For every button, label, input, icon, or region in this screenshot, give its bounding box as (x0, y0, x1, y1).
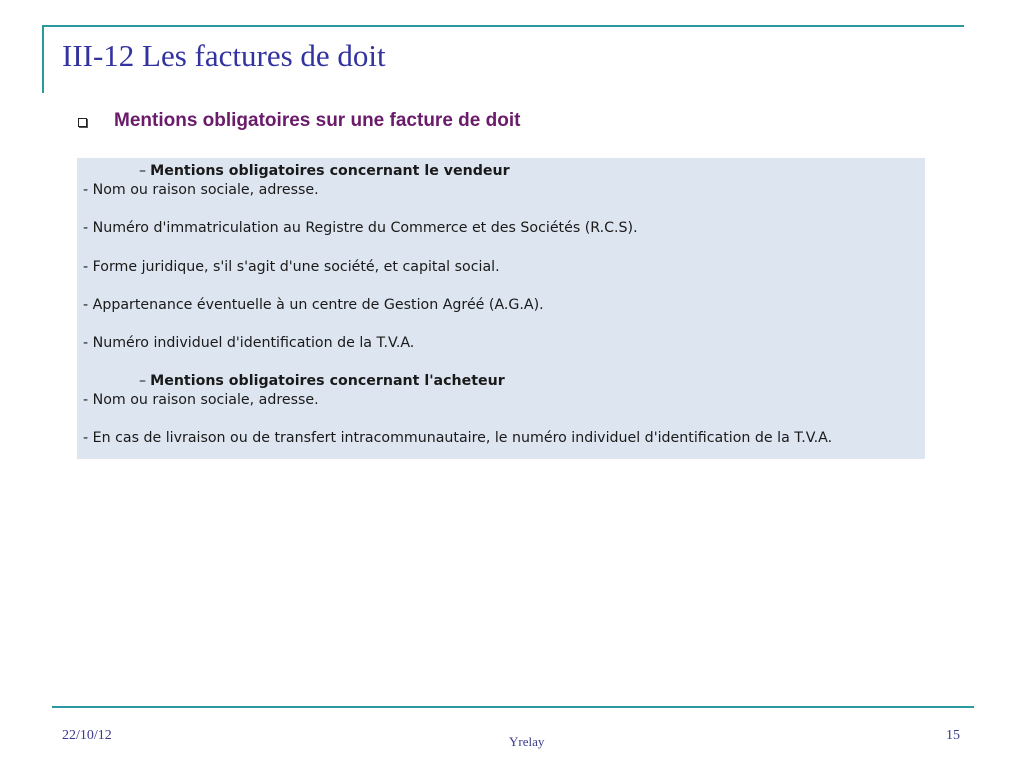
seller-item-aga: - Appartenance éventuelle à un centre de Gestion Agréé (A.G.A). (83, 297, 544, 313)
seller-heading-dash: – (139, 163, 147, 179)
title-frame-vertical (42, 25, 44, 93)
buyer-heading-dash: – (139, 373, 147, 389)
footer-date: 22/10/12 (62, 728, 112, 743)
title-frame-horizontal (42, 25, 964, 27)
seller-item-rcs: - Numéro d'immatriculation au Registre du Commerce et des Sociétés (R.C.S). (83, 220, 638, 236)
seller-item-legal-form: - Forme juridique, s'il s'agit d'une société, et capital social. (83, 259, 500, 275)
buyer-heading (139, 373, 505, 389)
bullet-text: Mentions obligatoires sur une facture de doit (114, 110, 521, 131)
footer-author: Yrelay (509, 734, 545, 749)
seller-item-name: - Nom ou raison sociale, adresse. (83, 182, 319, 198)
mentions-box (77, 158, 925, 459)
slide-title: III-12 Les factures de doit (62, 38, 386, 73)
buyer-item-tva: - En cas de livraison ou de transfert intracommunautaire, le numéro individuel d'identification de la T.V.A. (83, 430, 833, 446)
footer-page-number: 15 (946, 728, 960, 743)
bullet-row (78, 110, 520, 132)
buyer-item-name: - Nom ou raison sociale, adresse. (83, 392, 319, 408)
seller-item-tva: - Numéro individuel d'identification de la T.V.A. (83, 335, 415, 351)
footer-divider (52, 706, 974, 708)
buyer-heading-text: Mentions obligatoires concernant l'acheteur (150, 373, 505, 389)
seller-heading-text: Mentions obligatoires concernant le vendeur (150, 163, 510, 179)
square-bullet-icon (78, 118, 87, 127)
seller-heading (139, 163, 510, 179)
